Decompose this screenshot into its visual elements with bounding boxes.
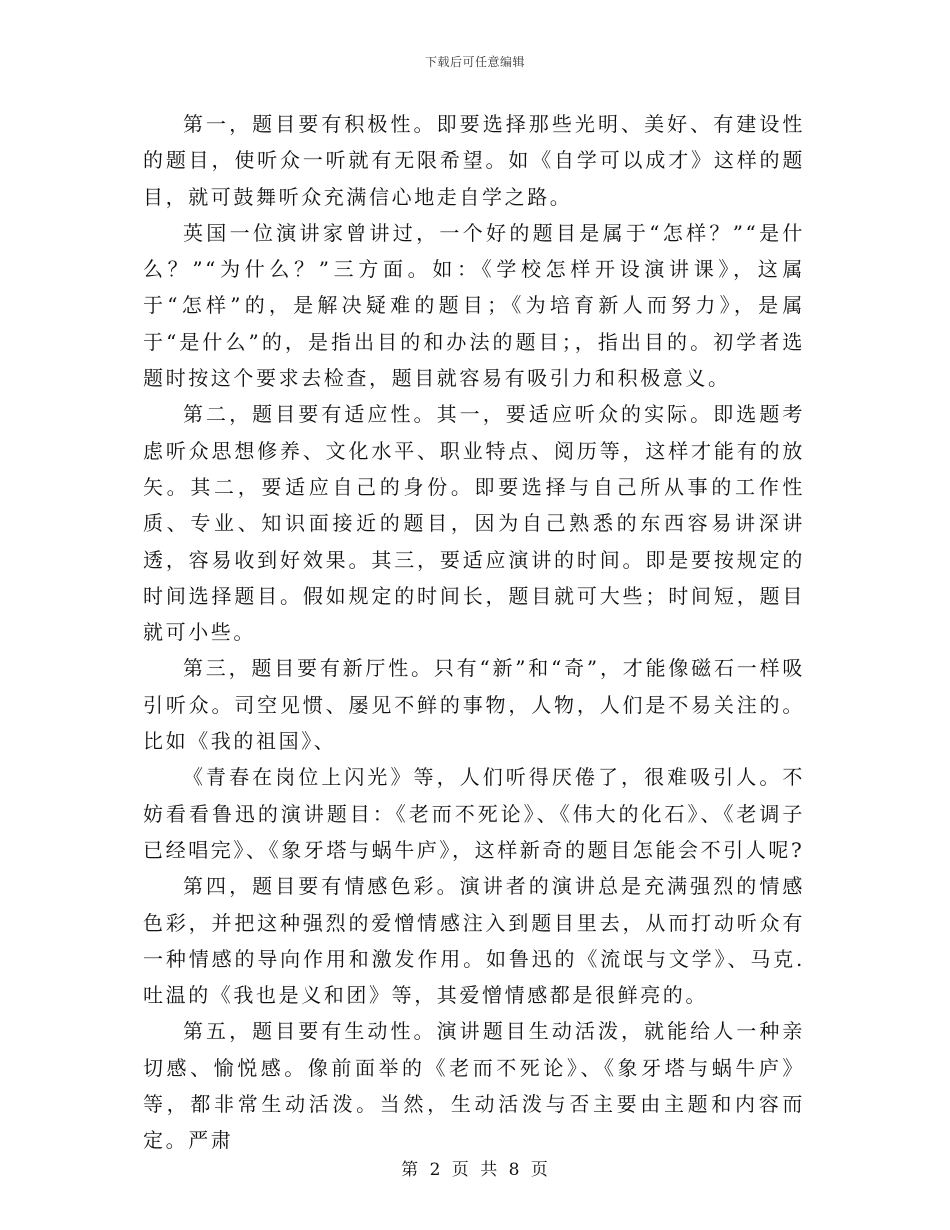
paragraph: 第四，题目要有情感色彩。演讲者的演讲总是充满强烈的情感色彩，并把这种强烈的爱憎情感注入到题目里去，从而打动听众有一种情感的导向作用和激发作用。如鲁迅的《流氓与文学》、马克.吐温的《我也是义和团》等，其爱憎情感都是很鲜亮的。 [143, 874, 805, 1008]
paragraph: 第五，题目要有生动性。演讲题目生动活泼，就能给人一种亲切感、愉悦感。像前面举的《老而不死论》、《象牙塔与蜗牛庐》等，都非常生动活泼。当然，生动活泼与否主要由主题和内容而定。严肃 [143, 1019, 805, 1153]
paragraph: 《青春在岗位上闪光》等，人们听得厌倦了，很难吸引人。不妨看看鲁迅的演讲题目：《老而不死论》、《伟大的化石》、《老调子已经唱完》、《象牙塔与蜗牛庐》，这样新奇的题目怎能会不引人呢? [143, 765, 805, 862]
page-number-footer: 第 2 页 共 8 页 [401, 1160, 549, 1180]
paragraph: 第二，题目要有适应性。其一，要适应听众的实际。即选题考虑听众思想修养、文化水平、职业特点、阅历等，这样才能有的放矢。其二，要适应自己的身份。即要选择与自己所从事的工作性质、专业、知识面接近的题目，因为自己熟悉的东西容易讲深讲透，容易收到好效果。其三，要适应演讲的时间。即是要按规定的时间选择题目。假如规定的时间长，题目就可大些；时间短，题目就可小些。 [143, 402, 805, 645]
page-header: 下载后可任意编辑 [424, 55, 525, 69]
document-body [143, 106, 805, 1159]
paragraph: 第一，题目要有积极性。即要选择那些光明、美好、有建设性的题目，使听众一听就有无限希望。如《自学可以成才》这样的题目，就可鼓舞听众充满信心地走自学之路。 [143, 112, 805, 209]
paragraph: 第三，题目要有新厅性。只有“新”和“奇”，才能像磁石一样吸引听众。司空见惯、屡见不鲜的事物，人物，人们是不易关注的。比如《我的祖国》、 [143, 656, 805, 754]
paragraph: 英国一位演讲家曾讲过，一个好的题目是属于“怎样？”“是什么？”“为什么？”三方面。如：《学校怎样开设演讲课》，这属于“怎样”的，是解决疑难的题目；《为培育新人而努力》，是属于“是什么”的，是指出目的和办法的题目；，指出目的。初学者选题时按这个要求去检查，题目就容易有吸引力和积极意义。 [143, 220, 805, 391]
